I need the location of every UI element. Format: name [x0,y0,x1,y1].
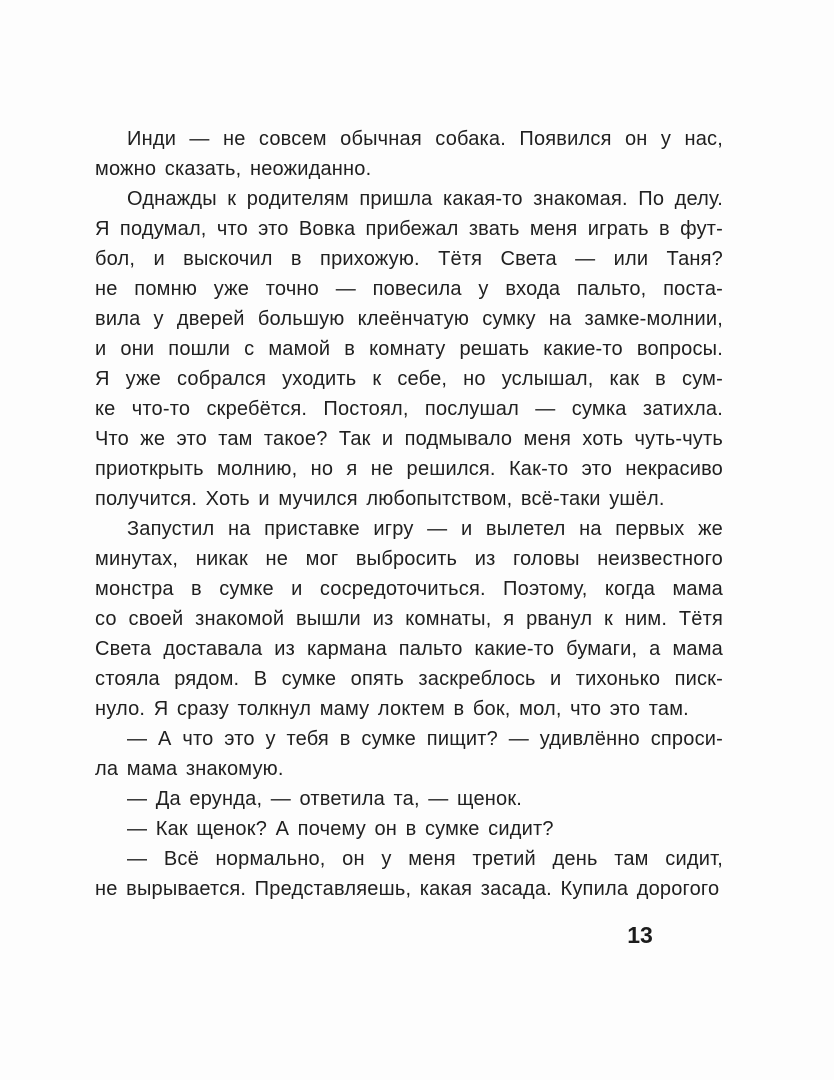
text-line: стояла рядом. В сумке опять заскреблось и тихонько писк- [95,668,723,690]
text-line: со своей знакомой вышли из комнаты, я рванул к ним. Тётя [95,608,723,630]
paragraph [95,514,723,724]
text-line: нуло. Я сразу толкнул маму локтем в бок, мол, что это там. [95,698,689,720]
text-line: и они пошли с мамой в комнату решать какие-то вопросы. [95,338,723,360]
text-line: Инди — не совсем обычная собака. Появился он у нас, [127,128,723,150]
text-line: получится. Хоть и мучился любопытством, всё-таки ушёл. [95,488,665,510]
text-line: не помню уже точно — повесила у входа пальто, поста- [95,278,723,300]
text-line: ла мама знакомую. [95,758,284,780]
text-line: можно сказать, неожиданно. [95,158,372,180]
paragraph [95,124,723,184]
text-line: не вырывается. Представляешь, какая засада. Купила дорогого [95,878,720,900]
text-line: минутах, никак не мог выбросить из головы неизвестного [95,548,723,570]
text-line: монстра в сумке и сосредоточиться. Поэтому, когда мама [95,578,723,600]
text-line: Я подумал, что это Вовка прибежал звать меня играть в фут- [95,218,723,240]
paragraph [95,784,723,814]
text-line: Что же это там такое? Так и подмывало меня хоть чуть-чуть [95,428,723,450]
paragraph [95,184,723,514]
text-line: приоткрыть молнию, но я не решился. Как-то это некрасиво [95,458,723,480]
text-line: — Да ерунда, — ответила та, — щенок. [127,788,523,810]
text-line: ке что-то скребётся. Постоял, послушал — сумка затихла. [95,398,723,420]
page-number: 13 [627,922,653,948]
text-line: — Всё нормально, он у меня третий день там сидит, [127,848,723,870]
text-line: — А что это у тебя в сумке пищит? — удивлённо спроси- [127,728,723,750]
text-line: — Как щенок? А почему он в сумке сидит? [127,818,554,840]
text-line: вила у дверей большую клеёнчатую сумку на замке-молнии, [95,308,723,330]
text-line: Однажды к родителям пришла какая-то знакомая. По делу. [127,188,723,210]
text-line: Я уже собрался уходить к себе, но услышал, как в сум- [95,368,723,390]
text-line: Запустил на приставке игру — и вылетел на первых же [127,518,723,540]
text-line: бол, и выскочил в прихожую. Тётя Света — или Таня? [95,248,723,270]
paragraph [95,844,723,904]
text-block [95,124,723,904]
paragraph [95,724,723,784]
paragraph [95,814,723,844]
text-line: Света доставала из кармана пальто какие-то бумаги, а мама [95,638,723,660]
